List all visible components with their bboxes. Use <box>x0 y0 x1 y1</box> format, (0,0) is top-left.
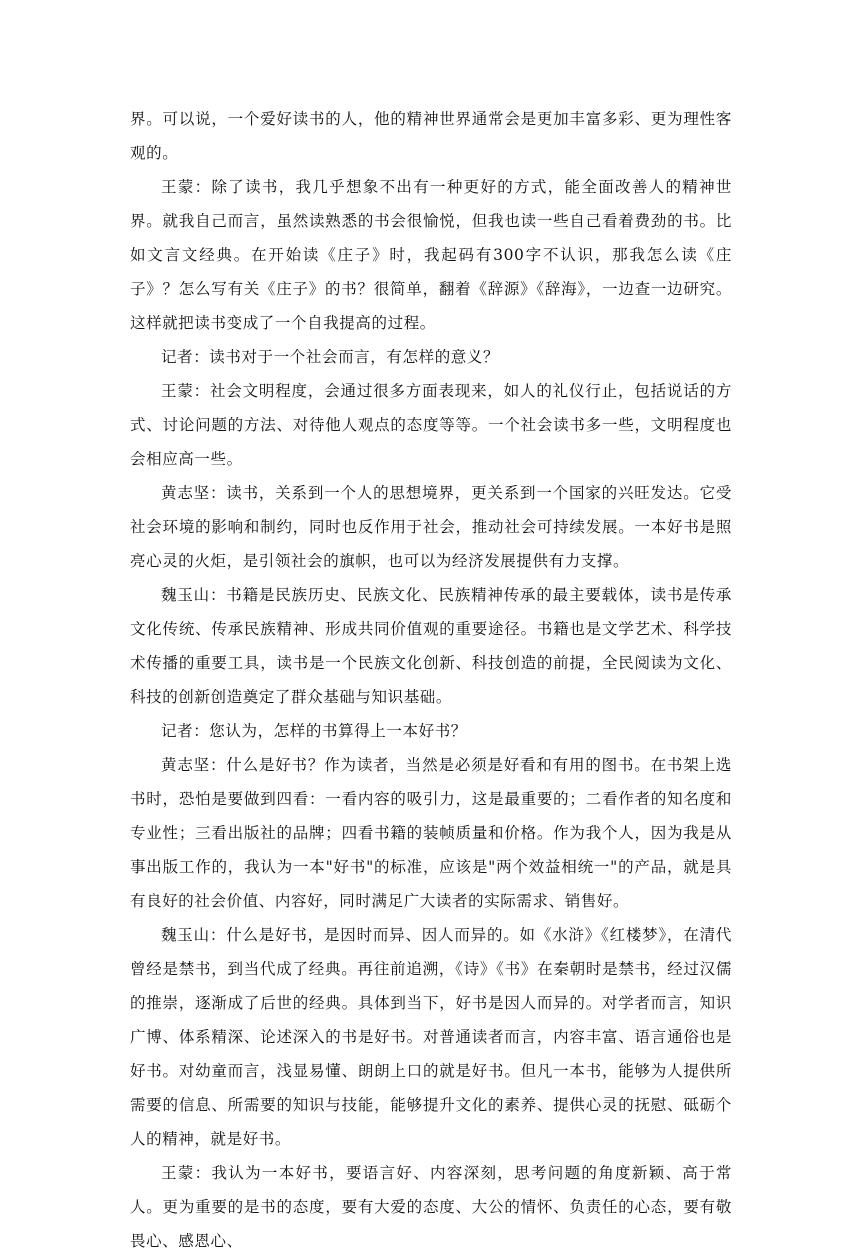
paragraph-continuation: 界。可以说，一个爱好读书的人，他的精神世界通常会是更加丰富多彩、更为理性客观的。 <box>130 110 732 162</box>
paragraph-wei-yushan-2: 魏玉山：什么是好书，是因时而异、因人而异的。如《水浒》《红楼梦》，在清代曾经是禁书，到当代成了经典。再往前追溯，《诗》《书》在秦朝时是禁书，经过汉儒的推崇，逐渐成了后世的经典。具体到当下，好书是因人而异的。对学者而言，知识广博、体系精深、论述深入的书是好书。对普通读者而言，内容丰富、语言通俗也是好书。对幼童而言，浅显易懂、朗朗上口的就是好书。但凡一本书，能够为人提供所需要的信息、所需要的知识与技能，能够提升文化的素养、提供心灵的抚慰、砥砺个人的精神，就是好书。 <box>130 926 732 1148</box>
paragraph-wang-meng-3: 王蒙：我认为一本好书，要语言好、内容深刻，思考问题的角度新颖、高于常人。更为重要的是书的态度，要有大爱的态度、大公的情怀、负责任的心态，要有敬畏心、感恩心、 <box>130 1164 732 1250</box>
paragraph-reporter-question-1: 记者：读书对于一个社会而言，有怎样的意义？ <box>161 348 500 366</box>
document-page <box>130 102 732 1258</box>
paragraph-huang-zhijian-2: 黄志坚：什么是好书？作为读者，当然是必须是好看和有用的图书。在书架上选书时，恐怕是要做到四看：一看内容的吸引力，这是最重要的；二看作者的知名度和专业性；三看出版社的品牌；四看书籍的装帧质量和价格。作为我个人，因为我是从事出版工作的，我认为一本"好书"的标准，应该是"两个效益相统一"的产品，就是具有良好的社会价值、内容好，同时满足广大读者的实际需求、销售好。 <box>130 756 732 910</box>
paragraph-reporter-question-2: 记者：您认为，怎样的书算得上一本好书？ <box>161 722 467 740</box>
paragraph-wang-meng-2: 王蒙：社会文明程度，会通过很多方面表现来，如人的礼仪行止，包括说话的方式、讨论问题的方法、对待他人观点的态度等等。一个社会读书多一些，文明程度也会相应高一些。 <box>130 382 732 468</box>
paragraph-wang-meng-1: 王蒙：除了读书，我几乎想象不出有一种更好的方式，能全面改善人的精神世界。就我自己而言，虽然读熟悉的书会很愉悦，但我也读一些自己看着费劲的书。比如文言文经典。在开始读《庄子》时，我起码有300字不认识，那我怎么读《庄子》？怎么写有关《庄子》的书？很简单，翻着《辞源》《辞海》，一边查一边研究。这样就把读书变成了一个自我提高的过程。 <box>130 178 732 332</box>
paragraph-wei-yushan-1: 魏玉山：书籍是民族历史、民族文化、民族精神传承的最主要载体，读书是传承文化传统、传承民族精神、形成共同价值观的重要途径。书籍也是文学艺术、科学技术传播的重要工具，读书是一个民族文化创新、科技创造的前提，全民阅读为文化、科技的创新创造奠定了群众基础与知识基础。 <box>130 586 732 706</box>
paragraph-huang-zhijian-1: 黄志坚：读书，关系到一个人的思想境界，更关系到一个国家的兴旺发达。它受社会环境的影响和制约，同时也反作用于社会，推动社会可持续发展。一本好书是照亮心灵的火炬，是引领社会的旗帜，也可以为经济发展提供有力支撑。 <box>130 484 732 570</box>
